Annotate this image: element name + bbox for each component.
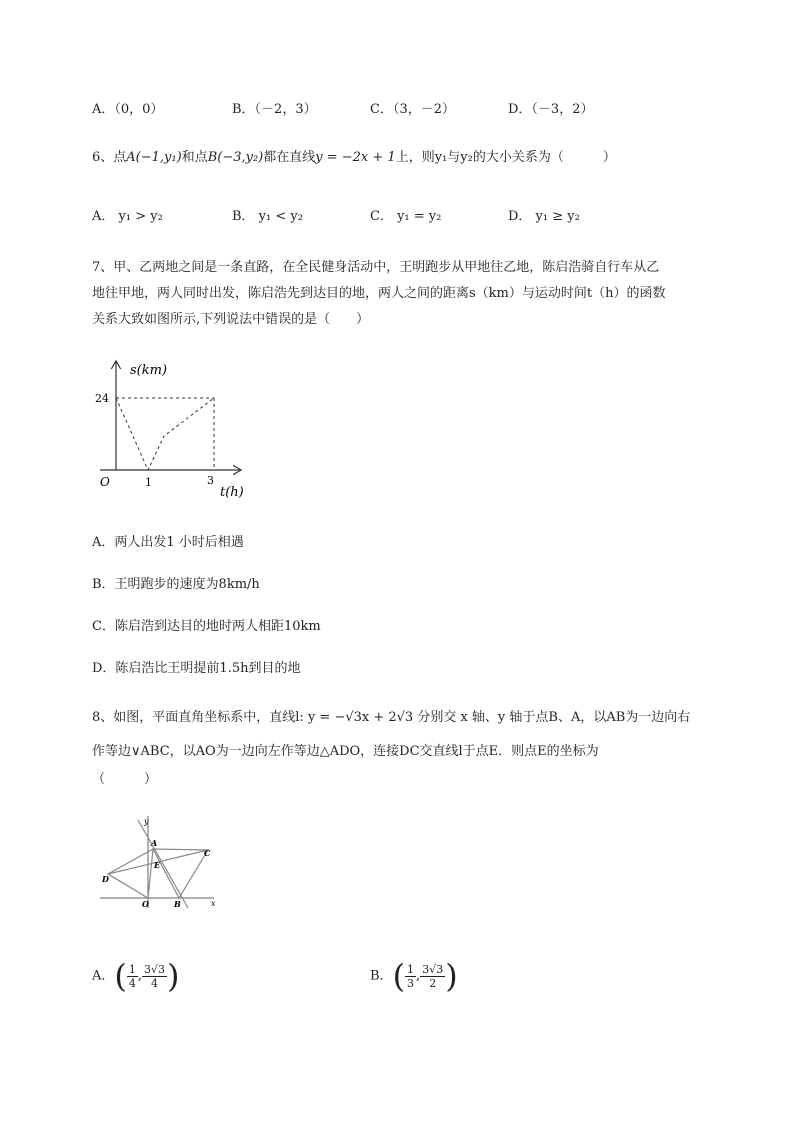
q6-and: 和点 — [181, 150, 208, 165]
q8-label-a: A — [151, 838, 158, 848]
q7-graph-curve — [116, 398, 214, 470]
q8-stem-line1: 8、如图，平面直角坐标系中，直线l: y = −√3x + 2√3 分别交 x 轴、y 轴于点B、A，以AB为一边向右 — [92, 710, 691, 725]
q7-option-b: B．王明跑步的速度为8km/h — [92, 577, 260, 592]
q8-option-b-x-fraction: $\frac{1}{3}$ — [407, 962, 415, 990]
q6-on-line: 都在直线 — [263, 150, 316, 165]
q7-stem-line1: 7、甲、乙两地之间是一条直路，在全民健身活动中，王明跑步从甲地往乙地，陈启浩骑自行车从乙 — [92, 260, 660, 275]
q8-option-a-x-fraction: $\frac{1}{4}$ — [128, 962, 136, 990]
q8-option-a-y-fraction: $\frac{3√3}{4}$ — [144, 962, 166, 990]
q8-option-b: B．( $\frac{1}{3}$ , $\frac{3√3}{2}$ ) — [370, 957, 458, 995]
q7-stem-line3: 关系大致如图所示,下列说法中错误的是（ ） — [92, 312, 370, 327]
q8-label-d: D — [102, 874, 109, 884]
q7-option-c: C．陈启浩到达目的地时两人相距10km — [92, 619, 321, 634]
q8-label-x: x — [211, 899, 216, 908]
q8-triangle-ado — [108, 849, 153, 898]
q6-line-equation: y = −2x + 1 — [315, 150, 396, 165]
q8-stem-line2: 作等边∨ABC，以AO为一边向左作等边△ADO，连接DC交直线l于点E．则点E的坐标为 — [92, 744, 599, 759]
q8-label-b: B — [174, 899, 181, 909]
q8-label-c: C — [204, 848, 211, 858]
q6-point-b: B(−3,y₂) — [207, 150, 264, 165]
q6-option-d: D． y₁ ≥ y₂ — [508, 209, 580, 224]
q8-option-b-letter: B． — [370, 968, 393, 984]
q7-distance-time-graph — [92, 356, 262, 506]
q8-label-y: y — [144, 817, 149, 826]
q7-y-tick-24: 24 — [95, 392, 109, 405]
q7-origin-label: O — [100, 475, 110, 489]
q7-x-tick-3: 3 — [207, 474, 214, 487]
q5-option-a: A．（0，0） — [92, 102, 164, 117]
q6-prefix: 6、点 — [92, 150, 127, 165]
q6-option-a: A． y₁ > y₂ — [92, 209, 163, 224]
q8-geometry-figure — [96, 812, 226, 912]
q8-option-b-right-paren: ) — [445, 957, 458, 995]
q7-x-axis-label: t(h) — [220, 485, 244, 500]
q7-x-tick-1: 1 — [145, 476, 152, 489]
q5-option-c: C．（3，－2） — [370, 102, 455, 117]
q8-stem-line3: （ ） — [92, 772, 158, 787]
q5-option-b: B．（－2，3） — [232, 102, 317, 117]
q6-stem — [92, 148, 616, 168]
q8-option-b-left-paren: ( — [392, 957, 406, 995]
q5-option-d: D．（－3，2） — [508, 102, 594, 117]
q7-option-d: D．陈启浩比王明提前1.5h到目的地 — [92, 661, 301, 676]
q8-option-a-letter: A． — [92, 968, 115, 984]
q7-y-axis-label: s(km) — [130, 363, 168, 378]
q8-option-a-right-paren: ) — [167, 957, 180, 995]
q6-suffix: 上，则y₁与y₂的大小关系为（ ） — [395, 150, 616, 165]
q8-option-b-y-fraction: $\frac{3√3}{2}$ — [422, 962, 444, 990]
q8-label-o: O — [142, 899, 149, 909]
q7-stem-line2: 地往甲地，两人同时出发，陈启浩先到达目的地，两人之间的距离s（km）与运动时间t（h）的函数 — [92, 286, 666, 301]
q8-label-e: E — [154, 860, 161, 870]
q6-option-c: C． y₁ = y₂ — [370, 209, 442, 224]
q8-option-a-left-paren: ( — [114, 957, 127, 995]
q8-option-a: A．( $\frac{1}{4}$ , $\frac{3√3}{4}$ ) — [92, 957, 180, 995]
q7-option-a: A．两人出发1 小时后相遇 — [92, 535, 244, 550]
q6-option-b: B． y₁ < y₂ — [232, 209, 303, 224]
q6-point-a: A(−1,y₁) — [126, 150, 182, 165]
